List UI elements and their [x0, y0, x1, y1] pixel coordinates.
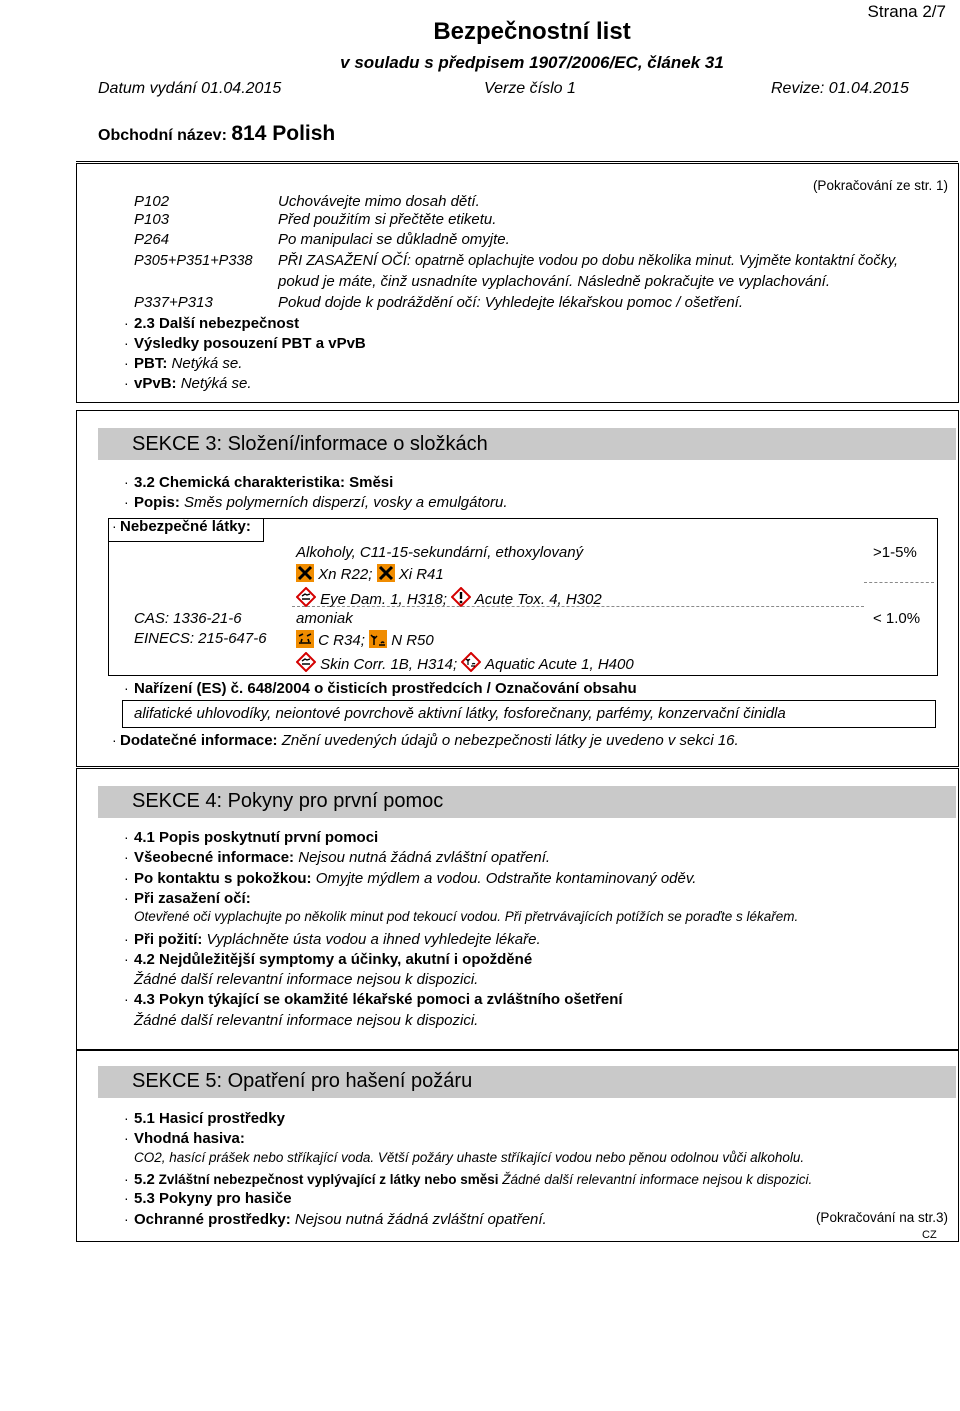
- page-number: Strana 2/7: [867, 2, 946, 21]
- ghs-environment-pictogram-icon: [461, 652, 481, 676]
- p-text-p103: Před použitím si přečtěte etiketu.: [278, 211, 497, 228]
- eye-contact-value: Otevřené oči vyplachujte po několik minut pod tekoucí vodou. Při přetrvávajících potížích se poraďte s lékařem.: [134, 909, 799, 924]
- suitable-label: Vhodná hasiva:: [134, 1130, 245, 1147]
- heading-2-3: 2.3 Další nebezpečnost: [134, 315, 300, 332]
- substance-2-r-phrases: [296, 630, 434, 652]
- pbt-label: PBT:: [134, 355, 168, 372]
- heading-3-2: 3.2 Chemická charakteristika: Směsi: [134, 474, 394, 491]
- substance-1-clp-a: Eye Dam. 1, H318;: [320, 591, 447, 608]
- p-text-p305-cont: pokud je máte, činž usnadníte vyplachování. Následně pokračujte ve vyplachování.: [278, 273, 830, 290]
- dead-tree-pictogram-icon: [369, 630, 387, 652]
- p-code-p102: P102: [134, 193, 170, 210]
- trade-name-row: [98, 122, 335, 146]
- vpvb-value: Netýká se.: [180, 375, 252, 392]
- substance-1-clp-b: Acute Tox. 4, H302: [474, 591, 602, 608]
- ghs-exclamation-pictogram-icon: [451, 587, 471, 611]
- pbt-row: [134, 355, 242, 372]
- continued-to: (Pokračování na str.3): [815, 1210, 948, 1225]
- heading-5-2-number: 5.2: [134, 1171, 155, 1188]
- substances-header-rule: [108, 541, 263, 542]
- issue-date: Datum vydání 01.04.2015: [98, 80, 282, 97]
- general-info-value: Nejsou nutná žádná zvláštní opatření.: [298, 849, 551, 866]
- substance-divider: [292, 606, 864, 607]
- p-text-p264: Po manipulaci se důkladně omyjte.: [278, 231, 510, 248]
- corrosive-orange-pictogram-icon: [296, 630, 314, 652]
- additional-info-value: Znění uvedených údajů o nebezpečnosti látky je uvedeno v sekci 16.: [281, 732, 739, 749]
- substance-2-einecs: EINECS: 215-647-6: [134, 630, 267, 647]
- heading-5-1: 5.1 Hasicí prostředky: [134, 1110, 285, 1127]
- skin-contact-label: Po kontaktu s pokožkou:: [134, 870, 312, 887]
- description-label: Popis:: [134, 494, 180, 511]
- description-value: Směs polymerních disperzí, vosky a emulgátoru.: [184, 494, 508, 511]
- heading-5-3: 5.3 Pokyny pro hasiče: [134, 1190, 292, 1207]
- revision-date: Revize: 01.04.2015: [771, 80, 909, 97]
- x-cross-pictogram-icon: [296, 564, 314, 586]
- substance-2-name: amoniak: [296, 610, 353, 627]
- regulation-content: alifatické uhlovodíky, neiontové povrchově aktivní látky, fosforečnany, parfémy, konzervační činidla: [134, 705, 786, 722]
- regulation-heading: Nařízení (ES) č. 648/2004 o čisticích prostředcích / Označování obsahu: [134, 680, 637, 697]
- heading-4-3: 4.3 Pokyn týkající se okamžité lékařské pomoci a zvláštního ošetření: [134, 991, 623, 1008]
- heading-4-2-value: Žádné další relevantní informace nejsou k dispozici.: [134, 971, 479, 988]
- protective-equipment-row: [134, 1211, 547, 1228]
- conc-divider: [864, 582, 934, 583]
- section3-title: SEKCE 3: Složení/informace o složkách: [132, 433, 488, 455]
- substance-1-conc: >1-5%: [873, 544, 917, 561]
- section5-title: SEKCE 5: Opatření pro hašení požáru: [132, 1070, 473, 1092]
- p-text-p337: Pokud dojde k podráždění očí: Vyhledejte lékařskou pomoc / ošetření.: [278, 294, 744, 311]
- ingestion-value: Vypláchněte ústa vodou a ihned vyhledejte lékaře.: [206, 931, 541, 948]
- ghs-corrosion-pictogram-icon: [296, 652, 316, 676]
- protective-equipment-value: Nejsou nutná žádná zvláštní opatření.: [294, 1211, 547, 1228]
- general-info-row: [134, 849, 550, 866]
- substances-col-rule: [263, 518, 264, 542]
- pbt-heading: Výsledky posouzení PBT a vPvB: [134, 335, 366, 352]
- continued-from: (Pokračování ze str. 1): [812, 178, 948, 193]
- substance-2-clp-b: Aquatic Acute 1, H400: [484, 656, 634, 673]
- p-text-p305: PŘI ZASAŽENÍ OČÍ: opatrně oplachujte vodou po dobu několika minut. Vyjměte kontaktní čočky,: [278, 253, 899, 269]
- substance-1-r-a: Xn R22;: [318, 566, 373, 583]
- suitable-value: CO2, hasící prášek nebo stříkající voda. Větší požáry uhaste stříkající vodou nebo pěnou odolnou vůči alkoholu.: [134, 1150, 805, 1165]
- substance-1-clp: [296, 587, 602, 611]
- language-code: CZ: [922, 1229, 937, 1241]
- p-code-p305: P305+P351+P338: [134, 253, 253, 269]
- heading-5-2-row: [134, 1171, 812, 1188]
- trade-name-label: Obchodní název:: [98, 127, 227, 144]
- document-title: Bezpečnostní list: [433, 18, 631, 45]
- substance-1-r-phrases: [296, 564, 444, 586]
- p-text-p102: Uchovávejte mimo dosah dětí.: [278, 193, 480, 210]
- hazardous-label: Nebezpečné látky:: [120, 518, 251, 535]
- p-code-p264: P264: [134, 231, 170, 248]
- p-code-p103: P103: [134, 211, 170, 228]
- substance-1-r-b: Xi R41: [398, 566, 444, 583]
- x-cross-pictogram-icon: [377, 564, 395, 586]
- general-info-label: Všeobecné informace:: [134, 849, 295, 866]
- eye-contact-label: Při zasažení očí:: [134, 890, 251, 907]
- p-code-p337: P337+P313: [134, 294, 213, 311]
- ghs-corrosion-pictogram-icon: [296, 587, 316, 611]
- skin-contact-value: Omyjte mýdlem a vodou. Odstraňte kontaminovaný oděv.: [315, 870, 697, 887]
- document-subtitle: v souladu s předpisem 1907/2006/EC, článek 31: [340, 53, 724, 72]
- substance-2-clp: [296, 652, 634, 676]
- heading-4-1: 4.1 Popis poskytnutí první pomoci: [134, 829, 379, 846]
- substance-2-r-a: C R34;: [318, 632, 365, 649]
- heading-4-3-value: Žádné další relevantní informace nejsou k dispozici.: [134, 1012, 479, 1029]
- heading-4-2: 4.2 Nejdůležitější symptomy a účinky, akutní i opožděné: [134, 951, 533, 968]
- ingestion-label: Při požití:: [134, 931, 203, 948]
- trade-name: 814 Polish: [231, 122, 336, 145]
- additional-info-row: [120, 732, 739, 749]
- heading-5-2-value: Žádné další relevantní informace nejsou k dispozici.: [502, 1172, 813, 1187]
- skin-contact-row: [134, 870, 696, 887]
- heading-5-2-label: Zvláštní nebezpečnost vyplývající z látky nebo směsi: [158, 1172, 499, 1187]
- header-rule: [76, 161, 958, 162]
- additional-info-label: Dodatečné informace:: [120, 732, 278, 749]
- vpvb-row: [134, 375, 252, 392]
- version: Verze číslo 1: [484, 80, 576, 97]
- vpvb-label: vPvB:: [134, 375, 177, 392]
- ingestion-row: [134, 931, 541, 948]
- protective-equipment-label: Ochranné prostředky:: [134, 1211, 291, 1228]
- substance-2-clp-a: Skin Corr. 1B, H314;: [320, 656, 458, 673]
- substance-2-conc: < 1.0%: [873, 610, 921, 627]
- section4-title: SEKCE 4: Pokyny pro první pomoc: [132, 790, 444, 812]
- substance-2-r-b: N R50: [391, 632, 434, 649]
- description-row: [134, 494, 507, 511]
- substance-2-cas: CAS: 1336-21-6: [134, 610, 242, 627]
- pbt-value: Netýká se.: [171, 355, 243, 372]
- substance-1-name: Alkoholy, C11-15-sekundární, ethoxylovaný: [296, 544, 584, 561]
